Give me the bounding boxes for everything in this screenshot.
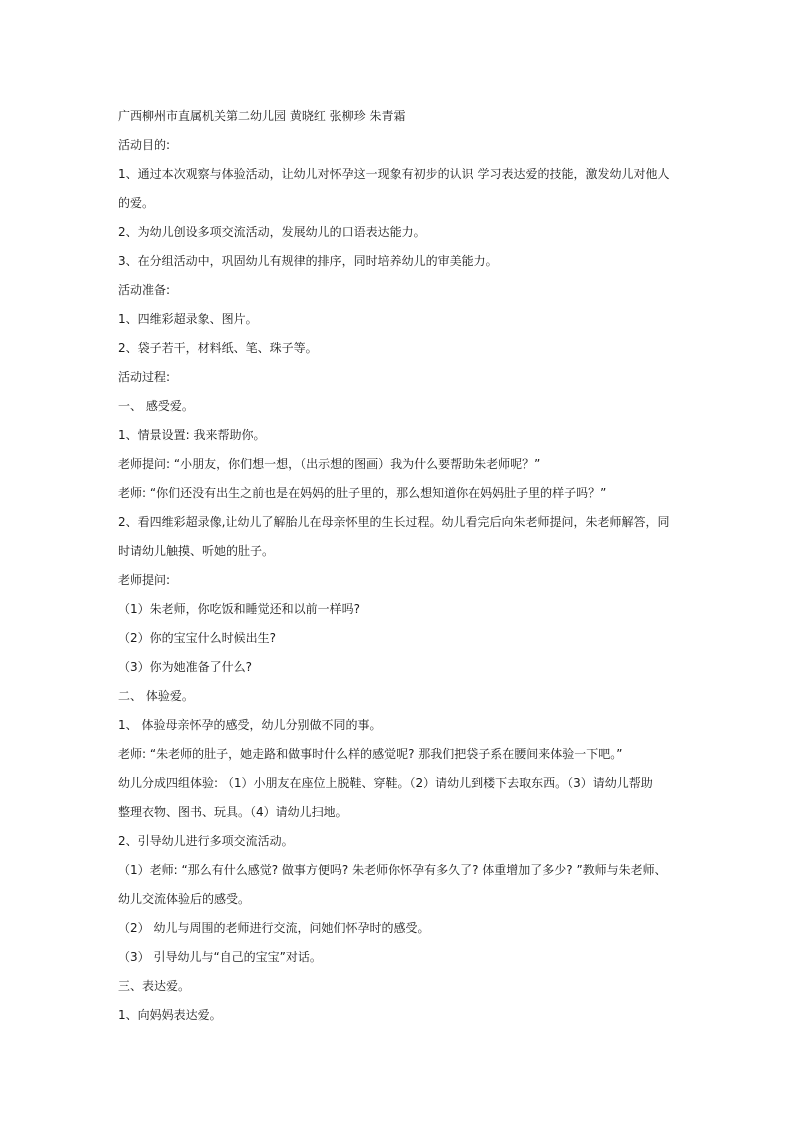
section-heading-goals: 活动目的: [118, 138, 171, 152]
list-item: （3）你为她准备了什么? [118, 660, 253, 674]
paragraph-line: 2、看四维彩超录像,让幼儿了解胎儿在母亲怀里的生长过程。幼儿看完后向朱老师提问，朱老师解答，同 [118, 515, 670, 529]
paragraph-line: 整理衣物、图书、玩具。（4）请幼儿扫地。 [118, 805, 348, 819]
list-item: （2） 幼儿与周围的老师进行交流，问她们怀孕时的感受。 [118, 921, 430, 935]
subsection-heading-express-love: 三、表达爱。 [118, 979, 191, 993]
paragraph-line: 1、通过本次观察与体验活动，让幼儿对怀孕这一现象有初步的认识 学习表达爱的技能，激发幼儿对他人 [118, 167, 670, 181]
document-body [118, 102, 688, 1030]
paragraph-line: 老师提问: [118, 573, 171, 587]
paragraph-line: 1、四维彩超录象、图片。 [118, 312, 258, 326]
paragraph-line: 幼儿分成四组体验: （1）小朋友在座位上脱鞋、穿鞋。（2）请幼儿到楼下去取东西。（3）请幼儿帮助 [118, 776, 653, 790]
section-heading-process: 活动过程: [118, 370, 171, 384]
paragraph-line: 2、引导幼儿进行多项交流活动。 [118, 834, 294, 848]
list-item: （1）朱老师，你吃饭和睡觉还和以前一样吗? [118, 602, 361, 616]
paragraph-line: 幼儿交流体验后的感受。 [118, 892, 251, 906]
list-item: （3） 引导幼儿与“自己的宝宝”对话。 [118, 950, 322, 964]
paragraph-line: 老师: “朱老师的肚子，她走路和做事时什么样的感觉呢? 那我们把袋子系在腰间来体验一下吧。” [118, 747, 623, 761]
subsection-heading-feel-love: 一、 感受爱。 [118, 399, 194, 413]
paragraph-line: 的爱。 [118, 196, 155, 210]
paragraph-line: 时请幼儿触摸、听她的肚子。 [118, 544, 275, 558]
paragraph-line: 2、为幼儿创设多项交流活动，发展幼儿的口语表达能力。 [118, 225, 426, 239]
section-heading-preparation: 活动准备: [118, 283, 171, 297]
paragraph-line: 老师: “你们还没有出生之前也是在妈妈的肚子里的，那么想知道你在妈妈肚子里的样子吗？” [118, 486, 607, 500]
list-item: （1）老师: “那么有什么感觉? 做事方便吗? 朱老师你怀孕有多久了? 体重增加了多少? ”教师与朱老师、 [118, 863, 667, 877]
subsection-heading-experience-love: 二、 体验爱。 [118, 689, 194, 703]
paragraph-line: 2、袋子若干，材料纸、笔、珠子等。 [118, 341, 318, 355]
author-line: 广西柳州市直属机关第二幼儿园 黄晓红 张柳珍 朱青霜 [118, 109, 406, 123]
paragraph-line: 3、在分组活动中，巩固幼儿有规律的排序，同时培养幼儿的审美能力。 [118, 254, 498, 268]
paragraph-line: 老师提问: “小朋友，你们想一想，（出示想的图画）我为什么要帮助朱老师呢？” [118, 457, 541, 471]
paragraph-line: 1、 体验母亲怀孕的感受，幼儿分别做不同的事。 [118, 718, 382, 732]
list-item: （2）你的宝宝什么时候出生? [118, 631, 277, 645]
paragraph-line: 1、情景设置: 我来帮助你。 [118, 428, 266, 442]
paragraph-line: 1、向妈妈表达爱。 [118, 1008, 222, 1022]
